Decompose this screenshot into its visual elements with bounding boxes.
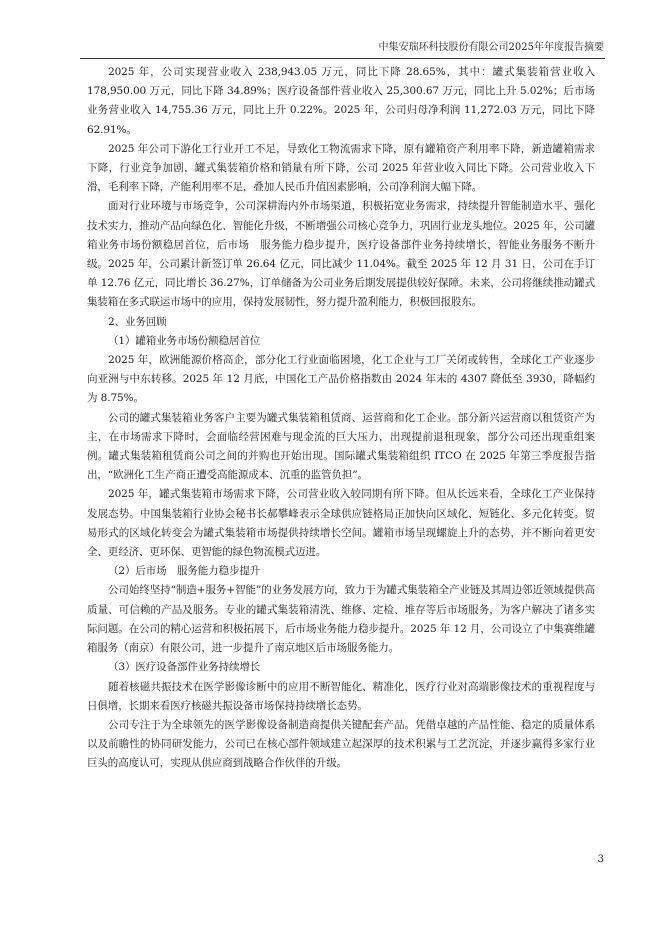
medical-subheading: （3）医疗设备部件业务持续增长	[108, 661, 261, 674]
page-number: 3	[597, 854, 604, 865]
revenue-summary-paragraph: 2025 年，公司实现营业收入 238,943.05 万元，同比下降 28.65%，其中：罐式集装箱营业收入 178,950.00 万元，同比下降 34.89%；医疗设备部件营业收入 25,300.67 万元，同比上升 5.02%；后市场业务营业收入 14,755.36 万元，同比上升 0.22%。2025 年，公司归母净利润 11,272.03 万元，同比下降 62.91%。	[87, 66, 595, 136]
customer-paragraph: 公司的罐式集装箱业务客户主要为罐式集装箱租赁商、运营商和化工企业。部分新兴运营商以租赁资产为主，在市场需求下降时，会面临经营困难与现金流的巨大压力，出现提前退租现象，部分公司还出现重组案例。罐式集装箱租赁商公司之间的并购也开始出现。国际罐式集装箱组织 ITCO 在 2025 年第三季度报告指出，“欧洲化工生产商正遭受高能源成本、沉重的监管负担”。	[87, 411, 595, 482]
market-outlook-paragraph: 2025 年，罐式集装箱市场需求下降，公司营业收入较同期有所下降。但从长远来看，全球化工产业保持发展态势。中国集装箱行业协会秘书长郝攀峰表示全球供应链格局正加快向区域化、短链化、多元化转变。贸易形式的区域化转变会为罐式集装箱市场提供持续增长空间。罐箱市场呈现螺旋上升的态势，并不断向着更安全、更经济、更环保、更智能的绿色物流模式迈进。	[87, 488, 595, 559]
market-response-paragraph: 面对行业环境与市场竞争，公司深耕海内外市场渠道，积极拓宽业务需求，持续提升智能制造水平、强化技术实力，推动产品向绿色化、智能化升级，不断增强公司核心竞争力，巩固行业龙头地位。2025 年，公司罐箱业务市场份额稳居首位，后市场 服务能力稳步提升，医疗设备部件业务持续增长，智能业务服务不断升级。2025 年，公司累计新签订单 26.64 亿元，同比减少 11.04%。截至 2025 年 12 月 31 日，公司在手订单 12.76 亿元，同比增长 36.27%，订单储备为公司业务后期发展提供较好保障。未来，公司将继续推动罐式集装箱在多式联运市场中的应用，保持发展韧性，努力提升盈利能力，积极回报股东。	[87, 200, 595, 309]
tank-business-subheading: （1）罐箱业务市场份额稳居首位	[108, 334, 261, 347]
revenue-decline-paragraph: 2025 年公司下游化工行业开工不足，导致化工物流需求下降，原有罐箱资产利用率下降，新造罐箱需求下降，行业竞争加剧，罐式集装箱价格和销量有所下降，公司 2025 年营业收入同比下降。公司营业收入下滑，毛利率下降，产能利用率不足，叠加人民币升值因素影响，公司净利润大幅下降。	[87, 142, 595, 194]
chemical-industry-paragraph: 2025 年，欧洲能源价格高企，部分化工行业面临困境，化工企业与工厂关闭或转售，全球化工产业逐步向亚洲与中东转移。2025 年 12 月底，中国化工产品价格指数由 2024 年末的 4307 降低至 3930，降幅约为 8.75%。	[87, 354, 595, 405]
report-header-title: 中集安瑞环科技股份有限公司2025年年度报告摘要	[378, 42, 604, 53]
business-review-heading: 2、业务回顾	[108, 315, 167, 328]
report-body	[87, 63, 595, 774]
aftermarket-paragraph: 公司始终坚持“制造+服务+智能”的业务发展方向，致力于为罐式集装箱全产业链及其周边邻近领域提供高质量、可信赖的产品及服务。专业的罐式集装箱清洗、维修、定检、堆存等后市场服务，为客户解决了诸多实际问题。在公司的精心运营和积极拓展下，后市场业务能力稳步提升。2025 年 12 月，公司设立了中集赛维罐箱服务（南京）有限公司，进一步提升了南京地区后市场服务能力。	[87, 584, 595, 655]
medical-supplier-paragraph: 公司专注于为全球领先的医学影像设备制造商提供关键配套产品。凭借卓越的产品性能、稳定的质量体系以及前瞻性的协同研发能力，公司已在核心部件领域建立起深厚的技术积累与工艺沉淀，并逐步赢得多家行业巨头的高度认可，实现从供应商到战略合作伙伴的升级。	[87, 718, 595, 770]
mri-market-paragraph: 随着核磁共振技术在医学影像诊断中的应用不断智能化、精准化，医疗行业对高端影像技术的重视程度与日俱增，长期来看医疗核磁共振设备市场保持持续增长态势。	[87, 680, 595, 712]
aftermarket-subheading: （2）后市场 服务能力稳步提升	[108, 565, 261, 578]
header-divider	[80, 58, 605, 59]
